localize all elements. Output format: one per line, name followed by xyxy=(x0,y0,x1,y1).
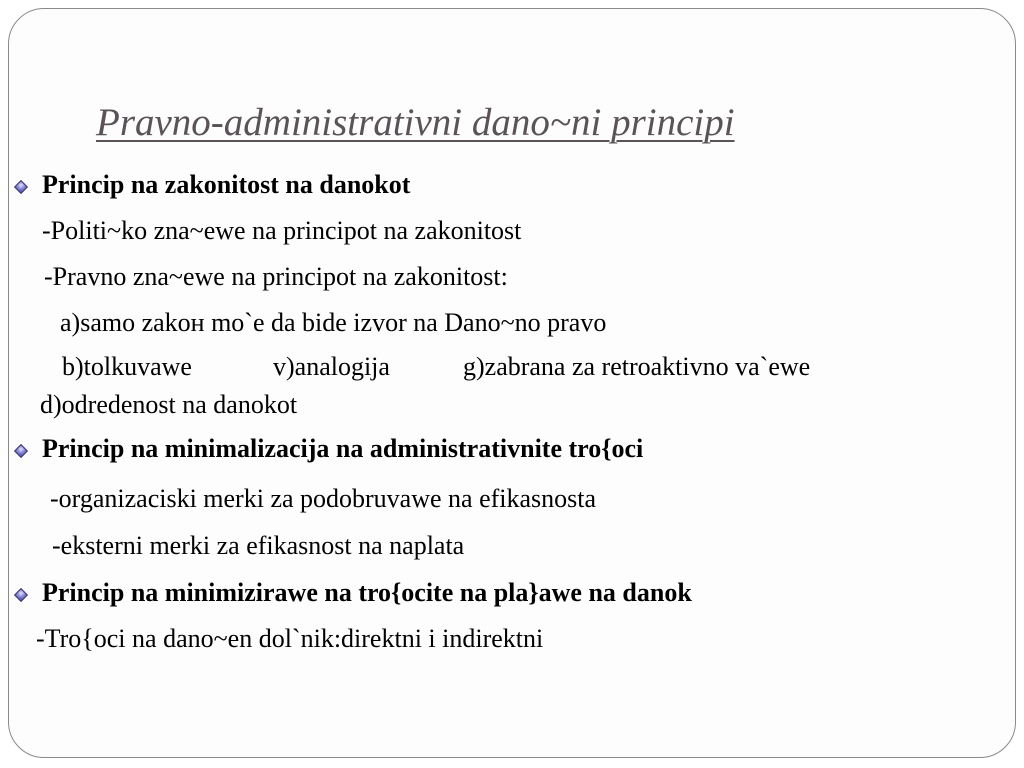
text-line-organizaciski: -organizaciski merki za podobruvawe na efikasnosta xyxy=(50,484,597,513)
slide-title: Pravno-administrativni dano~ni principi xyxy=(96,101,735,144)
text-line-pravno: -Pravno zna~ewe na principot na zakonitost: xyxy=(44,262,508,291)
text-line-analogija: v)analogija xyxy=(273,352,390,381)
text-line-zabrana: g)zabrana za retroaktivno va`ewe xyxy=(463,352,811,381)
text-line-samo-zakon: a)samo zakон mo`e da bide izvor na Dano~no pravo xyxy=(60,308,607,337)
text-line-trosoci: -Tro{oci na dano~en dol`nik:direktni i indirektni xyxy=(36,624,544,653)
text-line-eksterni: -eksterni merki za efikasnost na naplata xyxy=(52,531,465,560)
section-heading-minimizirawe: Princip na minimizirawe na tro{ocite na pla}awe na danok xyxy=(42,578,692,607)
text-line-politicko: -Politi~ko zna~ewe na principot na zakonitost xyxy=(42,216,522,245)
text-line-tolkuvawe: b)tolkuvawe xyxy=(62,352,192,381)
text-line-odredenost: d)odredenost na danokot xyxy=(40,390,298,419)
section-heading-zakonitost: Princip na zakonitost na danokot xyxy=(42,170,411,199)
section-heading-administrativni: Princip na minimalizacija na administrativnite tro{oci xyxy=(42,434,644,463)
